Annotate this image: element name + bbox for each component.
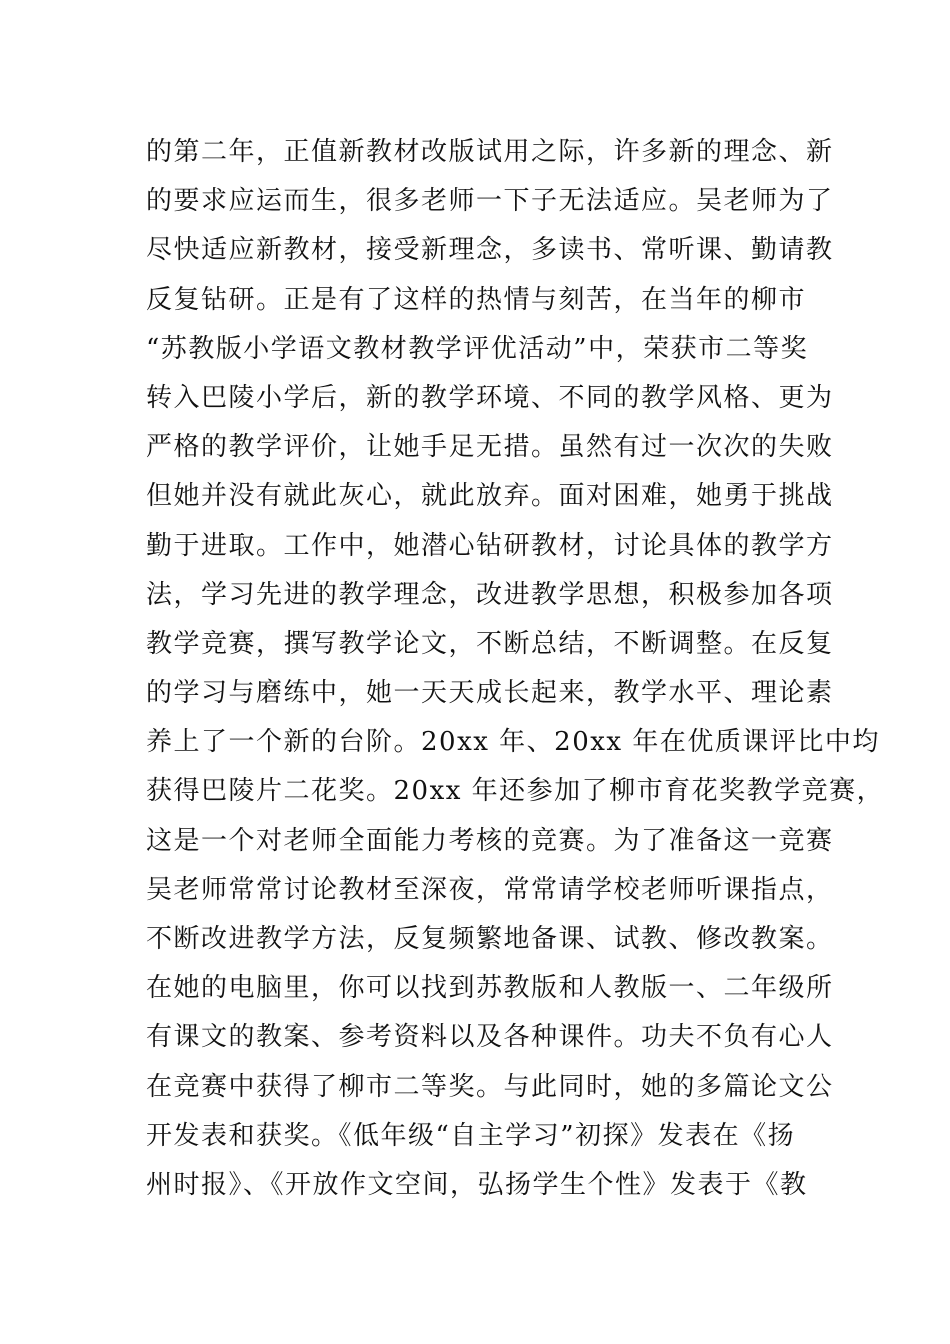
text-line: 法，学习先进的教学理念，改进教学思想，积极参加各项 <box>146 579 834 610</box>
text-line: 转入巴陵小学后，新的教学环境、不同的教学风格、更为 <box>146 382 834 413</box>
text-line: 吴老师常常讨论教材至深夜，常常请学校老师听课指点， <box>146 874 834 905</box>
text-line: 获得巴陵片二花奖。20xx 年还参加了柳市育花奖教学竞赛， <box>146 776 885 807</box>
text-line: 的第二年，正值新教材改版试用之际，许多新的理念、新 <box>146 137 834 167</box>
text-line: 严格的教学评价，让她手足无措。虽然有过一次次的失败 <box>146 432 834 463</box>
text-line: 反复钻研。正是有了这样的热情与刻苦，在当年的柳市 <box>146 284 807 315</box>
text-line: 养上了一个新的台阶。20xx 年、20xx 年在优质课评比中均 <box>146 727 880 758</box>
text-line: 在竞赛中获得了柳市二等奖。与此同时，她的多篇论文公 <box>146 1071 834 1102</box>
text-line: 这是一个对老师全面能力考核的竞赛。为了准备这一竞赛 <box>146 825 834 856</box>
body-text <box>146 128 885 1210</box>
text-line: 有课文的教案、参考资料以及各种课件。功夫不负有心人 <box>146 1022 834 1053</box>
text-line: 尽快适应新教材，接受新理念，多读书、常听课、勤请教 <box>146 235 834 266</box>
text-line: 教学竞赛，撰写教学论文，不断总结，不断调整。在反复 <box>146 628 834 659</box>
text-line: 勤于进取。工作中，她潜心钻研教材，讨论具体的教学方 <box>146 530 834 561</box>
text-line: 州时报》、《开放作文空间，弘扬学生个性》发表于《教 <box>146 1169 808 1200</box>
text-line: 不断改进教学方法，反复频繁地备课、试教、修改教案。 <box>146 924 834 954</box>
text-line: 但她并没有就此灰心，就此放弃。面对困难，她勇于挑战 <box>146 481 834 512</box>
text-line: “苏教版小学语文教材教学评优活动”中，荣获市二等奖 <box>146 333 809 364</box>
text-line: 开发表和获奖。《低年级“自主学习”初探》发表在《扬 <box>146 1120 796 1151</box>
text-line: 的要求应运而生，很多老师一下子无法适应。吴老师为了 <box>146 186 834 217</box>
text-line: 在她的电脑里，你可以找到苏教版和人教版一、二年级所 <box>146 973 834 1004</box>
text-line: 的学习与磨练中，她一天天成长起来，教学水平、理论素 <box>146 678 834 709</box>
